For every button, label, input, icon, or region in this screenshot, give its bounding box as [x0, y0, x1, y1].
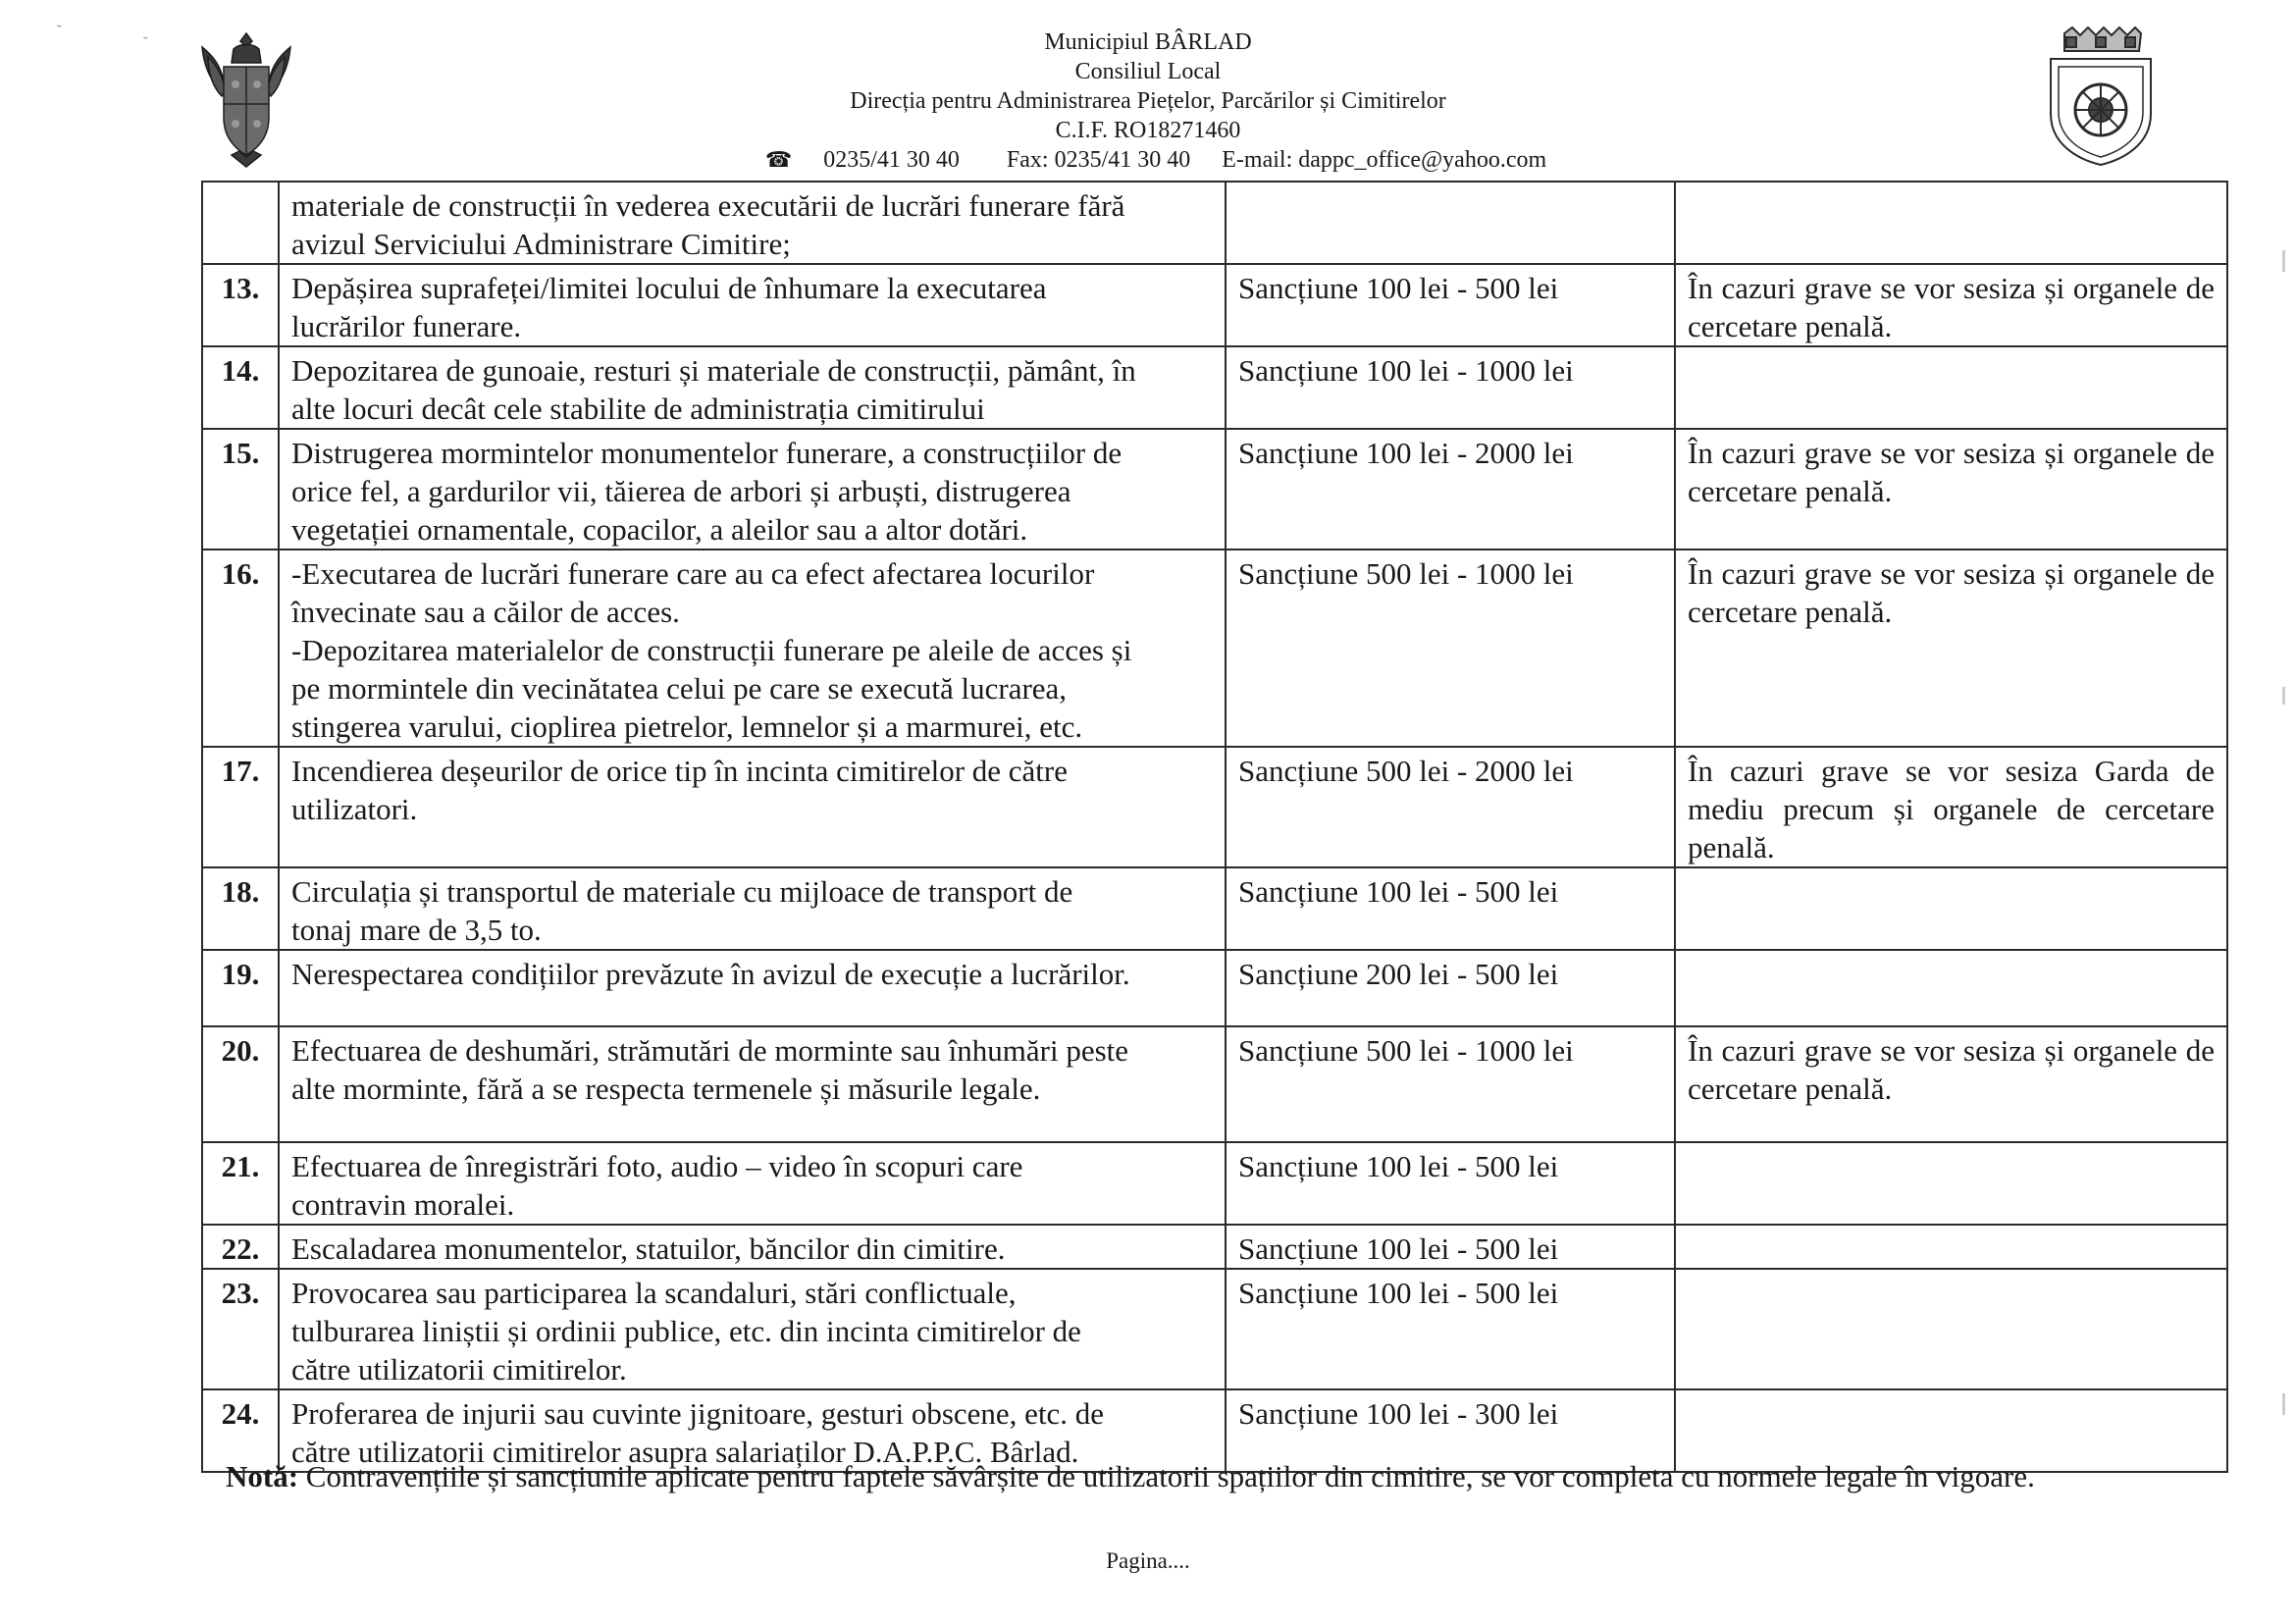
sanction-amount: Sancțiune 100 lei - 500 lei: [1226, 1225, 1675, 1269]
description-line: tonaj mare de 3,5 to.: [291, 913, 542, 947]
scan-edge-mark: [2282, 687, 2285, 705]
description-line: Efectuarea de înregistrări foto, audio – video în scopuri care: [291, 1149, 1023, 1183]
tax-id: C.I.F. RO18271460: [1055, 118, 1241, 143]
phone-number: 0235/41 30 40: [823, 147, 960, 173]
description-line: -Depozitarea materialelor de construcții funerare pe aleile de acces și: [291, 633, 1132, 667]
table-row: [202, 1142, 2227, 1225]
description-line: pe mormintele din vecinătatea celui pe care se execută lucrarea,: [291, 671, 1068, 706]
description-line: Circulația și transportul de materiale cu mijloace de transport de: [291, 874, 1073, 909]
offense-description: [279, 550, 1226, 747]
sanction-amount: Sancțiune 500 lei - 1000 lei: [1226, 550, 1675, 747]
table-row: [202, 867, 2227, 950]
row-number: 14.: [202, 346, 279, 429]
sanction-amount: [1226, 182, 1675, 264]
scan-speck: ˜: [57, 24, 62, 38]
sanction-amount: Sancțiune 500 lei - 1000 lei: [1226, 1026, 1675, 1142]
description-line: către utilizatorii cimitirelor asupra salariaților D.A.P.P.C. Bârlad.: [291, 1435, 1079, 1469]
council-name: Consiliul Local: [1074, 59, 1222, 84]
scan-edge-mark: [2282, 250, 2285, 272]
municipality-name: Municipiul BÂRLAD: [1044, 29, 1252, 55]
description-line: utilizatori.: [291, 792, 418, 826]
page-number: Pagina....: [1106, 1548, 1190, 1573]
table-row: [202, 346, 2227, 429]
fax-number: Fax: 0235/41 30 40: [1006, 147, 1191, 173]
sanction-amount: Sancțiune 100 lei - 1000 lei: [1226, 346, 1675, 429]
offense-description: [279, 1269, 1226, 1389]
sanction-amount: Sancțiune 100 lei - 500 lei: [1226, 1142, 1675, 1225]
offense-description: [279, 1225, 1226, 1269]
description-line: materiale de construcții în vederea executării de lucrări funerare fără: [291, 188, 1125, 223]
description-line: tulburarea liniștii și ordinii publice, etc. din incinta cimitirelor de: [291, 1314, 1081, 1348]
telephone-icon: ☎: [764, 147, 793, 172]
offense-description: [279, 264, 1226, 346]
sanctions-table: [201, 181, 2228, 1473]
row-number: [202, 182, 279, 264]
table-row: [202, 1269, 2227, 1389]
remarks: [1675, 1269, 2227, 1389]
offense-description: [279, 747, 1226, 867]
description-line: Proferarea de injurii sau cuvinte jignitoare, gesturi obscene, etc. de: [291, 1396, 1105, 1431]
description-line: alte locuri decât cele stabilite de administrația cimitirului: [291, 392, 985, 426]
offense-description: [279, 1026, 1226, 1142]
row-number: 20.: [202, 1026, 279, 1142]
table-row: [202, 264, 2227, 346]
directorate-name: Direcția pentru Administrarea Piețelor, Parcărilor și Cimitirelor: [850, 88, 1446, 114]
description-line: către utilizatorii cimitirelor.: [291, 1352, 627, 1387]
description-line: învecinate sau a căilor de acces.: [291, 595, 680, 629]
description-line: Depășirea suprafeței/limitei locului de înhumare la executarea: [291, 271, 1047, 305]
sanction-amount: Sancțiune 500 lei - 2000 lei: [1226, 747, 1675, 867]
description-line: Provocarea sau participarea la scandaluri, stări conflictuale,: [291, 1276, 1017, 1310]
description-line: Depozitarea de gunoaie, resturi și materiale de construcții, pământ, în: [291, 353, 1136, 388]
remarks: În cazuri grave se vor sesiza Garda de mediu precum și organele de cercetare penală.: [1675, 747, 2227, 867]
sanction-amount: Sancțiune 100 lei - 300 lei: [1226, 1389, 1675, 1472]
remarks: În cazuri grave se vor sesiza și organele de cercetare penală.: [1675, 1026, 2227, 1142]
remarks: [1675, 867, 2227, 950]
description-line: Escaladarea monumentelor, statuilor, băncilor din cimitire.: [291, 1231, 1006, 1266]
description-line: Nerespectarea condițiilor prevăzute în avizul de execuție a lucrărilor.: [291, 957, 1130, 991]
description-line: orice fel, a gardurilor vii, tăierea de arbori și arbuști, distrugerea: [291, 474, 1071, 508]
table-row: [202, 429, 2227, 550]
offense-description: [279, 867, 1226, 950]
row-number: 17.: [202, 747, 279, 867]
table-row: [202, 747, 2227, 867]
remarks: [1675, 1225, 2227, 1269]
sanction-amount: Sancțiune 100 lei - 2000 lei: [1226, 429, 1675, 550]
sanction-amount: Sancțiune 100 lei - 500 lei: [1226, 1269, 1675, 1389]
sanction-amount: Sancțiune 100 lei - 500 lei: [1226, 867, 1675, 950]
description-line: Incendierea deșeurilor de orice tip în incinta cimitirelor de către: [291, 754, 1068, 788]
offense-description: [279, 182, 1226, 264]
row-number: 18.: [202, 867, 279, 950]
description-line: avizul Serviciului Administrare Cimitire;: [291, 227, 791, 261]
description-line: vegetației ornamentale, copacilor, a aleilor sau a altor dotări.: [291, 512, 1028, 547]
row-number: 23.: [202, 1269, 279, 1389]
remarks: [1675, 182, 2227, 264]
footnote: [226, 1457, 2218, 1496]
letterhead: [0, 27, 2296, 175]
offense-description: [279, 429, 1226, 550]
row-number: 19.: [202, 950, 279, 1026]
remarks: În cazuri grave se vor sesiza și organele de cercetare penală.: [1675, 550, 2227, 747]
offense-description: [279, 950, 1226, 1026]
row-number: 24.: [202, 1389, 279, 1472]
description-line: -Executarea de lucrări funerare care au ca efect afectarea locurilor: [291, 556, 1095, 591]
scan-edge-mark: [2282, 1393, 2285, 1415]
contact-line: [0, 145, 2296, 175]
remarks: În cazuri grave se vor sesiza și organele de cercetare penală.: [1675, 264, 2227, 346]
row-number: 15.: [202, 429, 279, 550]
footnote-label: Notă:: [226, 1459, 299, 1493]
row-number: 22.: [202, 1225, 279, 1269]
remarks: [1675, 1142, 2227, 1225]
remarks: [1675, 346, 2227, 429]
description-line: contravin moralei.: [291, 1187, 515, 1222]
offense-description: [279, 1142, 1226, 1225]
table-row: [202, 950, 2227, 1026]
offense-description: [279, 346, 1226, 429]
table-row: [202, 1026, 2227, 1142]
table-row: [202, 182, 2227, 264]
description-line: stingerea varului, cioplirea pietrelor, lemnelor și a marmurei, etc.: [291, 709, 1083, 744]
row-number: 16.: [202, 550, 279, 747]
scan-speck: ˘: [143, 35, 148, 50]
email-address: E-mail: dappc_office@yahoo.com: [1222, 147, 1547, 173]
sanction-amount: Sancțiune 100 lei - 500 lei: [1226, 264, 1675, 346]
row-number: 21.: [202, 1142, 279, 1225]
description-line: Efectuarea de deshumări, strămutări de morminte sau înhumări peste: [291, 1033, 1129, 1068]
remarks: În cazuri grave se vor sesiza și organele de cercetare penală.: [1675, 429, 2227, 550]
sanction-amount: Sancțiune 200 lei - 500 lei: [1226, 950, 1675, 1026]
description-line: alte morminte, fără a se respecta termenele și măsurile legale.: [291, 1072, 1041, 1106]
table-row: [202, 550, 2227, 747]
footnote-text: Contravențiile și sancțiunile aplicate pentru faptele săvârșite de utilizatorii spațiilor din cimitire, se vor completa cu normele legale în vigoare.: [298, 1459, 2035, 1493]
table-row: [202, 1225, 2227, 1269]
remarks: [1675, 950, 2227, 1026]
description-line: lucrărilor funerare.: [291, 309, 522, 343]
row-number: 13.: [202, 264, 279, 346]
description-line: Distrugerea mormintelor monumentelor funerare, a construcțiilor de: [291, 436, 1122, 470]
